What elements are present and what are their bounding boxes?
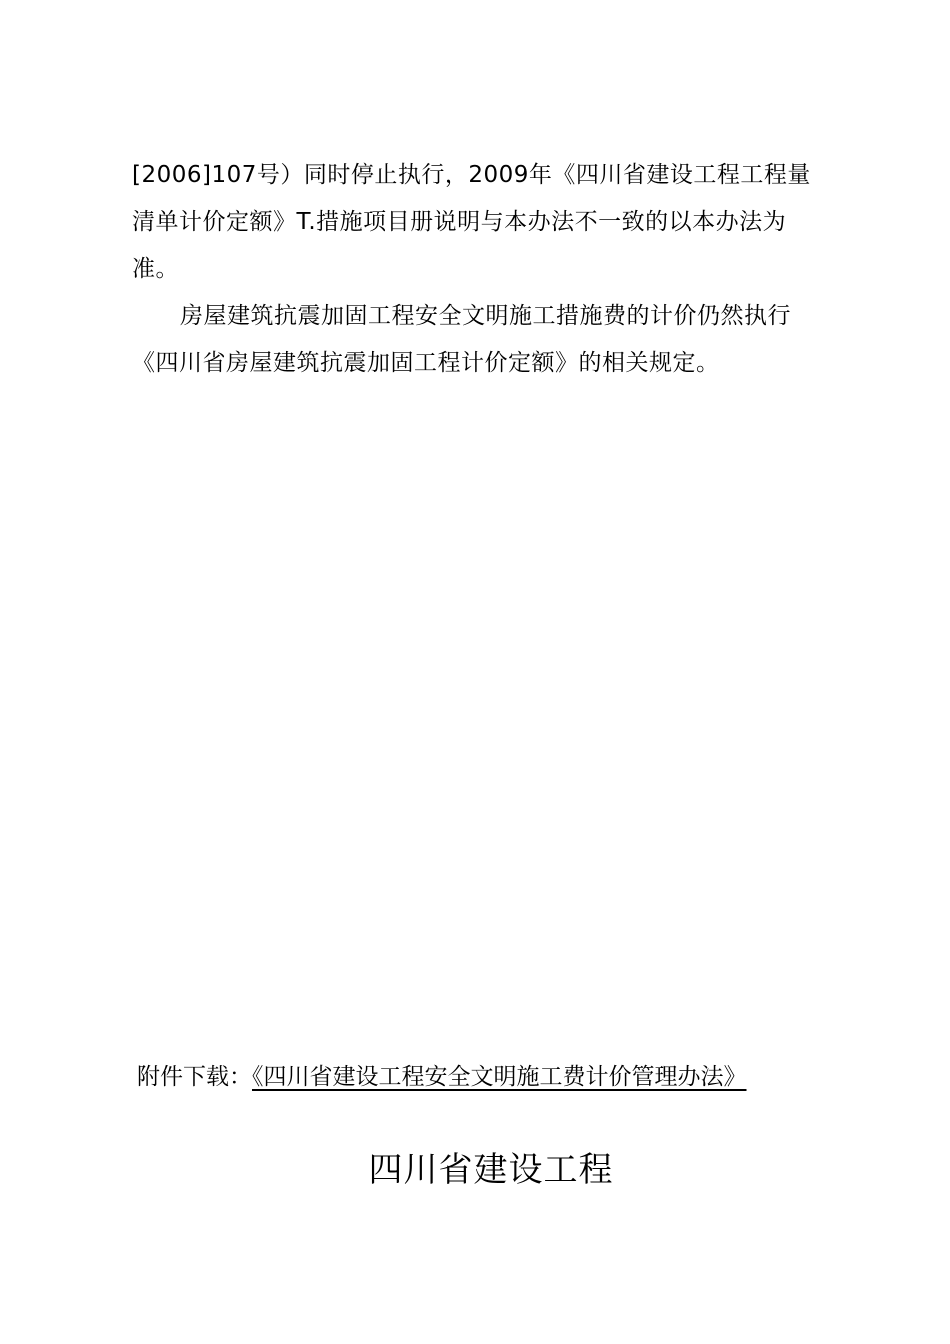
section-title: 四川省建设工程 [368,1150,614,1190]
paragraph-continuation: [2006]107号）同时停止执行，2009年《四川省建设工程工程量清单计价定额》T.措施项目册说明与本办法不一致的以本办法为准。 [132,162,811,282]
body-text [132,152,832,387]
attachment-download [137,1057,747,1097]
attachment-label: 附件下载： [137,1064,252,1090]
attachment-link[interactable]: 《四川省建设工程安全文明施工费计价管理办法》 [252,1064,747,1090]
paragraph-seismic-reinforcement: 房屋建筑抗震加固工程安全文明施工措施费的计价仍然执行《四川省房屋建筑抗震加固工程计价定额》的相关规定。 [132,303,791,376]
